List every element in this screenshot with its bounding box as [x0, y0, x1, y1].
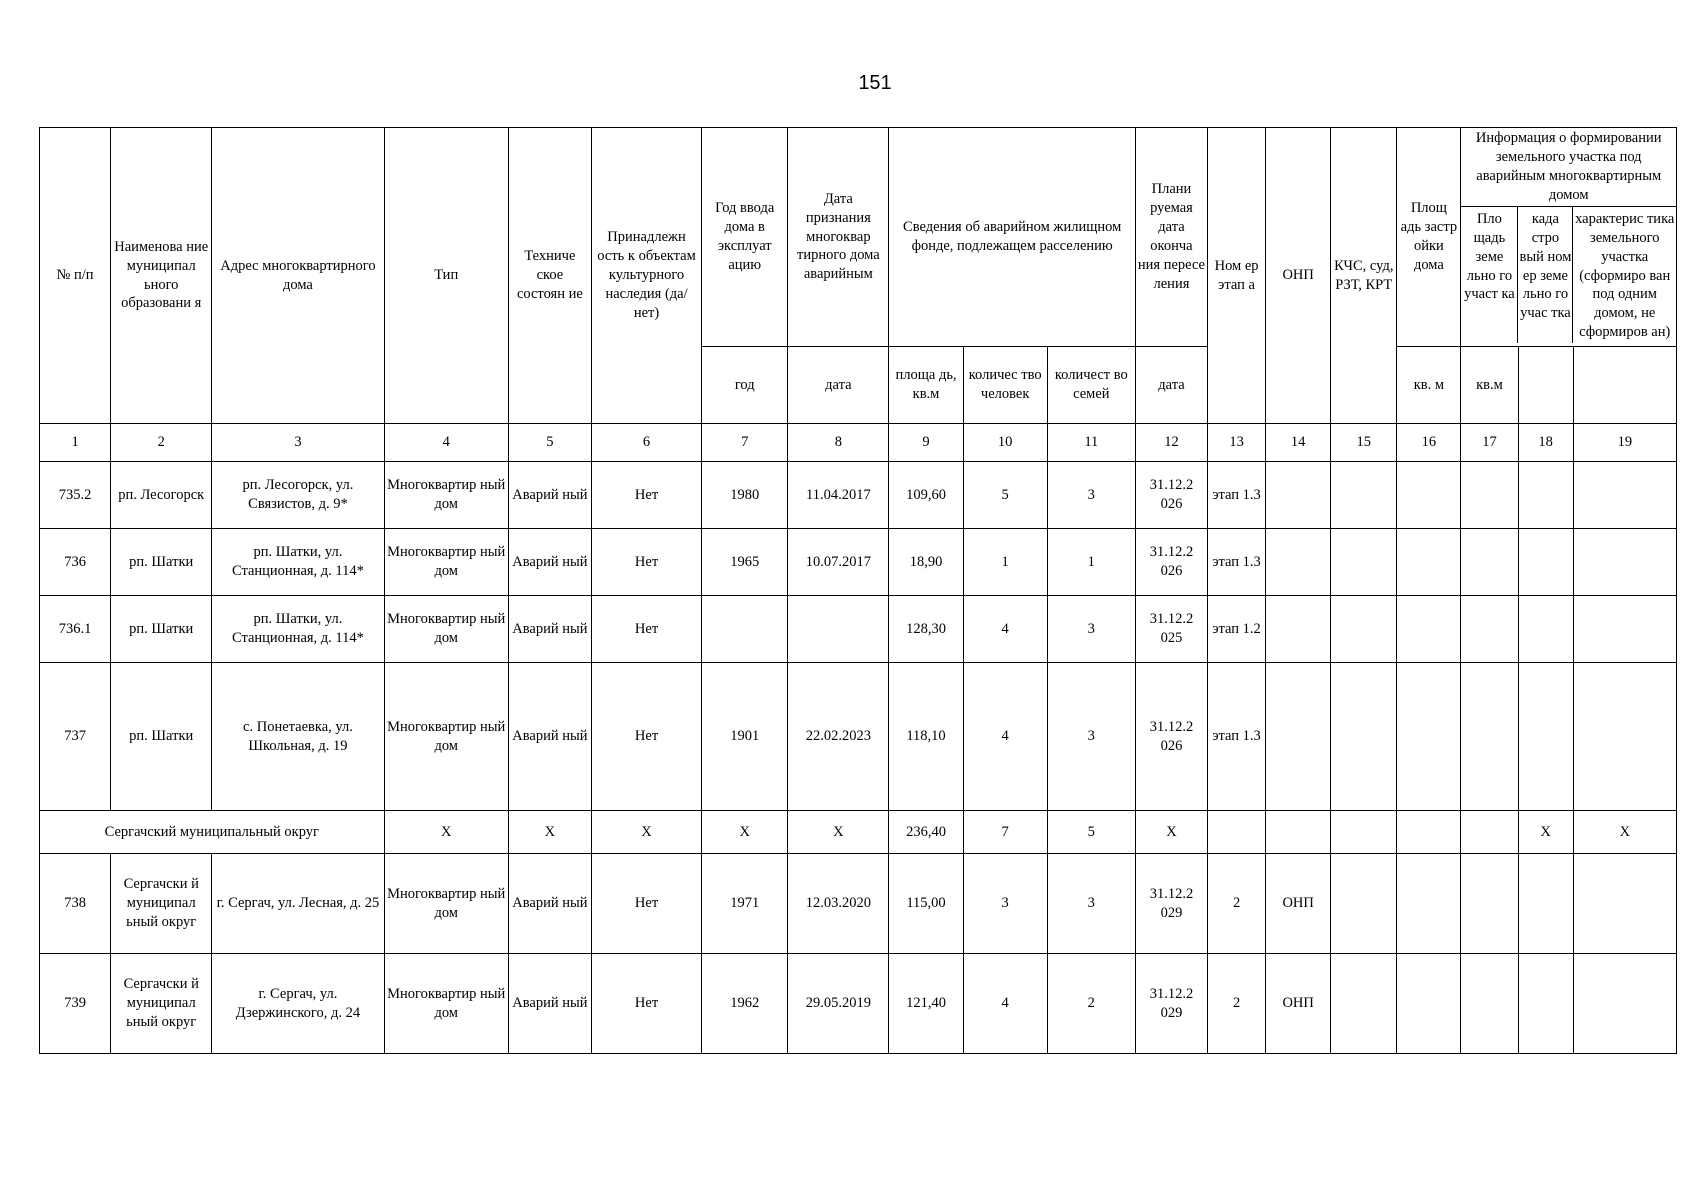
cell-municipality: рп. Лесогорск — [111, 462, 212, 529]
header-subcell: год — [702, 347, 788, 424]
cell-year: 1980 — [702, 462, 788, 529]
column-number: 19 — [1573, 424, 1676, 462]
header-cell — [1461, 128, 1677, 347]
table-row — [40, 854, 1677, 954]
header-subcell: площа дь, кв.м — [889, 347, 963, 424]
header-cell: Адрес многоквартирного дома — [212, 128, 384, 424]
cell-families: 2 — [1047, 954, 1135, 1054]
column-number: 14 — [1266, 424, 1331, 462]
column-number: 4 — [384, 424, 508, 462]
header-subcell: кв.м — [1461, 347, 1518, 424]
header-land-area: Пло щадь земе льно го участ ка — [1461, 207, 1518, 343]
cell-number: 737 — [40, 663, 111, 811]
cell-empty — [1208, 811, 1266, 854]
cell-year — [702, 596, 788, 663]
cell-state: Аварий ный — [508, 663, 591, 811]
cell-area: 115,00 — [889, 854, 963, 954]
cell-address: г. Сергач, ул. Лесная, д. 25 — [212, 854, 384, 954]
cell-year: 1901 — [702, 663, 788, 811]
subtotal-area: 236,40 — [889, 811, 963, 854]
cell-empty — [1397, 529, 1461, 596]
cell-type: Многоквартир ный дом — [384, 462, 508, 529]
cell-area: 128,30 — [889, 596, 963, 663]
cell-onp — [1266, 663, 1331, 811]
column-number: 10 — [963, 424, 1047, 462]
column-number: 3 — [212, 424, 384, 462]
cell-address: рп. Лесогорск, ул. Связистов, д. 9* — [212, 462, 384, 529]
cell-area: 118,10 — [889, 663, 963, 811]
cell-type: Многоквартир ный дом — [384, 854, 508, 954]
cell-empty — [1331, 854, 1397, 954]
header-subcell: количес тво человек — [963, 347, 1047, 424]
cell-empty — [1461, 529, 1518, 596]
cell-onp: ОНП — [1266, 954, 1331, 1054]
cell-heritage: Нет — [591, 529, 701, 596]
header-cell: Тип — [384, 128, 508, 424]
subtotal-people: 7 — [963, 811, 1047, 854]
cell-stage: 2 — [1208, 854, 1266, 954]
cell-type: Многоквартир ный дом — [384, 596, 508, 663]
cell-empty — [1573, 854, 1676, 954]
column-number: 9 — [889, 424, 963, 462]
cell-stage: этап 1.3 — [1208, 529, 1266, 596]
column-number: 16 — [1397, 424, 1461, 462]
cell-empty — [1461, 663, 1518, 811]
cell-address: рп. Шатки, ул. Станционная, д. 114* — [212, 596, 384, 663]
cell-onp — [1266, 596, 1331, 663]
table-row — [40, 663, 1677, 811]
subtotal-families: 5 — [1047, 811, 1135, 854]
cell-date: 10.07.2017 — [788, 529, 889, 596]
table-row — [40, 596, 1677, 663]
cell-number: 735.2 — [40, 462, 111, 529]
cell-empty — [1573, 596, 1676, 663]
cell-empty — [1573, 663, 1676, 811]
cell-stage: этап 1.3 — [1208, 462, 1266, 529]
header-cell: Год ввода дома в эксплуат ацию — [702, 128, 788, 347]
column-number-row — [40, 424, 1677, 462]
subtotal-title: Сергачский муниципальный округ — [40, 811, 385, 854]
cell-empty — [1397, 663, 1461, 811]
cell-empty — [1331, 596, 1397, 663]
cell-date: 12.03.2020 — [788, 854, 889, 954]
cell-people: 1 — [963, 529, 1047, 596]
cell-families: 3 — [1047, 663, 1135, 811]
cell-year: 1962 — [702, 954, 788, 1054]
cell-empty — [1518, 596, 1573, 663]
cell-empty — [1331, 663, 1397, 811]
header-cell: Плани руемая дата оконча ния пересе ления — [1135, 128, 1207, 347]
cell-date: 29.05.2019 — [788, 954, 889, 1054]
header-subcell: количест во семей — [1047, 347, 1135, 424]
cell-plan-date: 31.12.2 025 — [1135, 596, 1207, 663]
header-cell: Принадлежн ость к объектам культурного наследия (да/нет) — [591, 128, 701, 424]
subtotal-row — [40, 811, 1677, 854]
cell-empty — [1397, 811, 1461, 854]
cell-municipality: рп. Шатки — [111, 663, 212, 811]
cell-area: 121,40 — [889, 954, 963, 1054]
cell-plan-date: 31.12.2 029 — [1135, 954, 1207, 1054]
cell-empty — [1461, 811, 1518, 854]
header-subcell: дата — [1135, 347, 1207, 424]
cell-empty — [1331, 954, 1397, 1054]
cell-families: 3 — [1047, 462, 1135, 529]
cell-plan-date: 31.12.2 026 — [1135, 529, 1207, 596]
cell-year: 1965 — [702, 529, 788, 596]
header-land-info: Информация о формировании земельного участка под аварийным многоквартирным домом — [1461, 128, 1676, 207]
cell-families: 3 — [1047, 596, 1135, 663]
cell-onp — [1266, 462, 1331, 529]
cell-people: 3 — [963, 854, 1047, 954]
column-number: 18 — [1518, 424, 1573, 462]
cell-empty — [1331, 462, 1397, 529]
column-number: 8 — [788, 424, 889, 462]
cell-number: 739 — [40, 954, 111, 1054]
cell-empty — [1518, 529, 1573, 596]
emergency-housing-table — [39, 127, 1677, 1054]
cell-date — [788, 596, 889, 663]
subtotal-cell: X — [1518, 811, 1573, 854]
cell-municipality: Сергачски й муниципал ьный округ — [111, 854, 212, 954]
subtotal-cell: X — [788, 811, 889, 854]
header-subcell-empty — [1518, 347, 1573, 424]
cell-municipality: рп. Шатки — [111, 596, 212, 663]
cell-empty — [1461, 462, 1518, 529]
cell-stage: этап 1.2 — [1208, 596, 1266, 663]
cell-state: Аварий ный — [508, 462, 591, 529]
cell-empty — [1266, 811, 1331, 854]
header-land-characteristic: характерис тика земельного участка (сформиро ван под одним домом, не сформиров ан) — [1575, 211, 1675, 341]
cell-empty — [1397, 854, 1461, 954]
column-number: 6 — [591, 424, 701, 462]
cell-area: 18,90 — [889, 529, 963, 596]
column-number: 12 — [1135, 424, 1207, 462]
cell-people: 4 — [963, 663, 1047, 811]
header-cell: КЧС, суд, РЗТ, КРТ — [1331, 128, 1397, 424]
cell-heritage: Нет — [591, 663, 701, 811]
cell-type: Многоквартир ный дом — [384, 954, 508, 1054]
column-number: 15 — [1331, 424, 1397, 462]
cell-empty — [1573, 529, 1676, 596]
cell-state: Аварий ный — [508, 954, 591, 1054]
cell-state: Аварий ный — [508, 529, 591, 596]
cell-empty — [1518, 663, 1573, 811]
cell-address: г. Сергач, ул. Дзержинского, д. 24 — [212, 954, 384, 1054]
cell-date: 11.04.2017 — [788, 462, 889, 529]
cell-onp — [1266, 529, 1331, 596]
subtotal-cell: X — [591, 811, 701, 854]
header-subcell-empty — [1573, 347, 1676, 424]
cell-empty — [1397, 596, 1461, 663]
column-number: 5 — [508, 424, 591, 462]
cell-address: с. Понетаевка, ул. Школьная, д. 19 — [212, 663, 384, 811]
header-cell: Дата признания многоквар тирного дома аварийным — [788, 128, 889, 347]
cell-empty — [1518, 854, 1573, 954]
cell-date: 22.02.2023 — [788, 663, 889, 811]
table-row — [40, 954, 1677, 1054]
cell-families: 1 — [1047, 529, 1135, 596]
cell-state: Аварий ный — [508, 596, 591, 663]
cell-empty — [1461, 954, 1518, 1054]
column-number: 13 — [1208, 424, 1266, 462]
subtotal-cell: X — [1135, 811, 1207, 854]
cell-type: Многоквартир ный дом — [384, 663, 508, 811]
header-subcell: кв. м — [1397, 347, 1461, 424]
cell-heritage: Нет — [591, 462, 701, 529]
cell-empty — [1331, 811, 1397, 854]
cell-municipality: рп. Шатки — [111, 529, 212, 596]
header-cell: № п/п — [40, 128, 111, 424]
cell-onp: ОНП — [1266, 854, 1331, 954]
column-number: 7 — [702, 424, 788, 462]
cell-empty — [1397, 954, 1461, 1054]
column-number: 11 — [1047, 424, 1135, 462]
header-cell: ОНП — [1266, 128, 1331, 424]
header-cell: Площ адь застр ойки дома — [1397, 128, 1461, 347]
cell-plan-date: 31.12.2 026 — [1135, 462, 1207, 529]
header-cell: Ном ер этап а — [1208, 128, 1266, 424]
cell-heritage: Нет — [591, 596, 701, 663]
cell-empty — [1518, 954, 1573, 1054]
cell-number: 736.1 — [40, 596, 111, 663]
column-number: 17 — [1461, 424, 1518, 462]
cell-empty — [1518, 462, 1573, 529]
cell-empty — [1331, 529, 1397, 596]
cell-state: Аварий ный — [508, 854, 591, 954]
cell-plan-date: 31.12.2 029 — [1135, 854, 1207, 954]
cell-empty — [1397, 462, 1461, 529]
cell-people: 4 — [963, 954, 1047, 1054]
cell-people: 4 — [963, 596, 1047, 663]
cell-plan-date: 31.12.2 026 — [1135, 663, 1207, 811]
cell-stage: 2 — [1208, 954, 1266, 1054]
cell-empty — [1573, 954, 1676, 1054]
page-number: 151 — [858, 72, 892, 94]
cell-heritage: Нет — [591, 854, 701, 954]
cell-area: 109,60 — [889, 462, 963, 529]
cell-empty — [1573, 462, 1676, 529]
subtotal-cell: X — [384, 811, 508, 854]
header-land-cadastral: када стро вый ном ер земе льно го учас тка — [1518, 207, 1573, 343]
cell-people: 5 — [963, 462, 1047, 529]
cell-municipality: Сергачски й муниципал ьный округ — [111, 954, 212, 1054]
column-number: 1 — [40, 424, 111, 462]
cell-families: 3 — [1047, 854, 1135, 954]
cell-empty — [1461, 596, 1518, 663]
subtotal-cell: X — [702, 811, 788, 854]
header-subcell: дата — [788, 347, 889, 424]
header-row — [40, 128, 1677, 347]
subtotal-cell: X — [1573, 811, 1676, 854]
table-row — [40, 462, 1677, 529]
cell-stage: этап 1.3 — [1208, 663, 1266, 811]
cell-number: 738 — [40, 854, 111, 954]
column-number: 2 — [111, 424, 212, 462]
cell-year: 1971 — [702, 854, 788, 954]
cell-type: Многоквартир ный дом — [384, 529, 508, 596]
cell-address: рп. Шатки, ул. Станционная, д. 114* — [212, 529, 384, 596]
header-cell: Техниче ское состоян ие — [508, 128, 591, 424]
subtotal-cell: X — [508, 811, 591, 854]
cell-number: 736 — [40, 529, 111, 596]
cell-empty — [1461, 854, 1518, 954]
header-cell: Наименова ние муниципал ьного образовани я — [111, 128, 212, 424]
header-cell: Сведения об аварийном жилищном фонде, подлежащем расселению — [889, 128, 1135, 347]
table-row — [40, 529, 1677, 596]
cell-heritage: Нет — [591, 954, 701, 1054]
